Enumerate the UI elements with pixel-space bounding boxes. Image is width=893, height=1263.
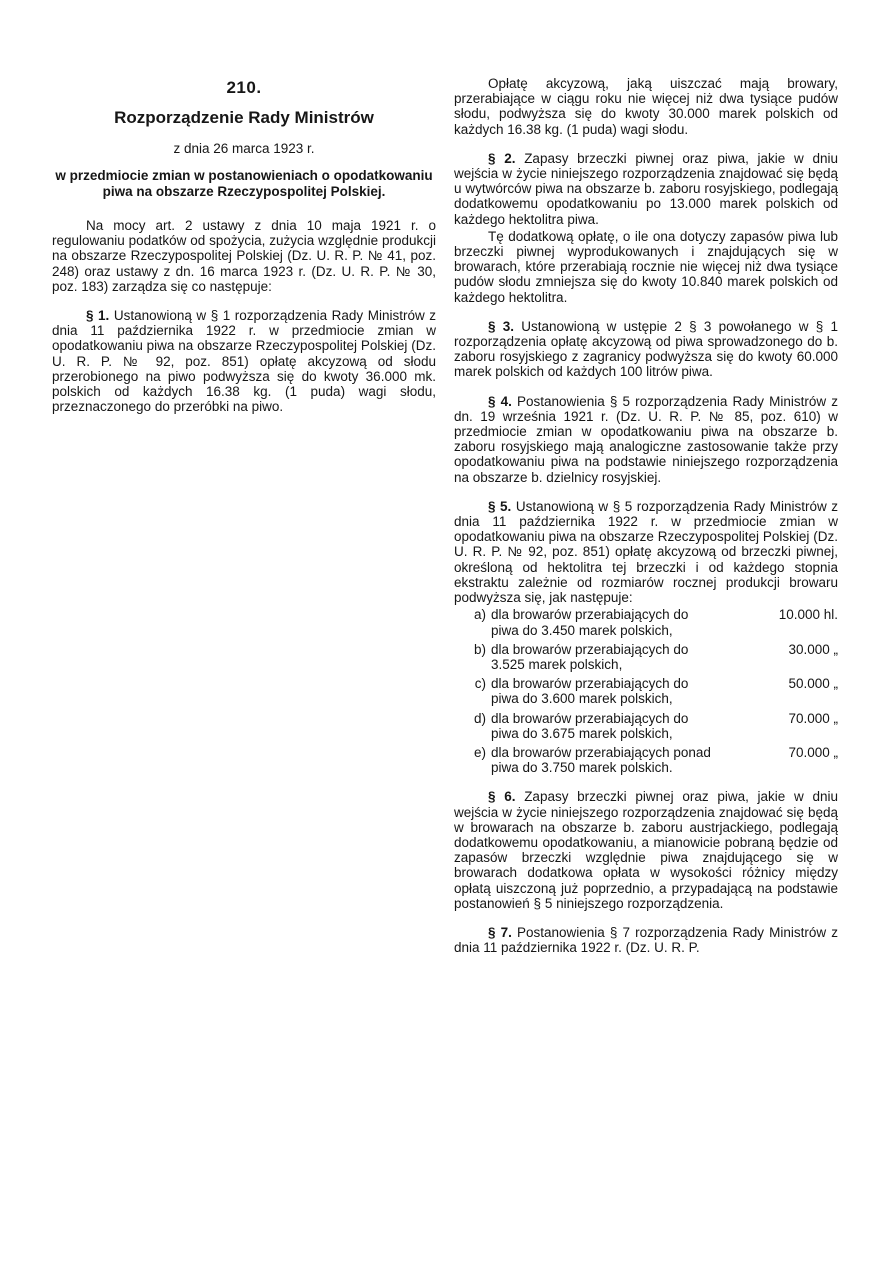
list-item-letter: c)	[474, 676, 486, 692]
list-item	[454, 676, 838, 706]
list-item-letter: b)	[473, 641, 486, 657]
list-item-quantity: 10.000 hl.	[778, 607, 838, 623]
section-4-text: Postanowienia § 5 rozporządzenia Rady Ministrów z dn. 19 września 1921 r. (Dz. U. R. P. № 85, poz. 610) w przedmiocie zmian w opodatkowaniu piwa na obszarze b. zaboru rosyjskiego mają analogiczne zastosowanie także przy opodatkowaniu piwa na podstawie niniejszego rozporządzenia na obszarze b. dzielnicy rosyjskiej.	[454, 393, 838, 485]
section-2	[454, 151, 838, 227]
intro-paragraph: Na mocy art. 2 ustawy z dnia 10 maja 1921 r. o regulowaniu podatków od spożycia, zużycia względnie produkcji na obszarze Rzeczypospolitej Polskiej (Dz. U. R. P. № 41, poz. 248) oraz ustawy z dn. 16 marca 1923 r. (Dz. U. R. P. № 30, poz. 183) zarządza się co następuje:	[52, 218, 436, 294]
section-1-continuation: Opłatę akcyzową, jaką uiszczać mają browary, przerabiające w ciągu roku nie więcej niż dwa tysiące pudów słodu, podwyższa się do kwoty 30.000 marek polskich od każdych 16.38 kg. (1 puda) wagi słodu.	[454, 76, 838, 137]
section-6-label: § 6.	[488, 789, 516, 805]
section-6	[454, 789, 838, 911]
list-item-quantity: 70.000 „	[788, 710, 838, 726]
list-item-letter: a)	[473, 607, 486, 623]
list-item-rate: piwa do 3.675 marek polskich,	[491, 725, 673, 741]
list-item-text: dla browarów przerabiających do	[491, 641, 689, 657]
list-item-letter: d)	[473, 710, 486, 726]
section-1-label: § 1.	[86, 308, 110, 324]
list-item	[454, 745, 838, 775]
list-item-rate: piwa do 3.750 marek polskich.	[491, 760, 673, 776]
section-3	[454, 319, 838, 380]
list-item-text: dla browarów przerabiających do	[491, 607, 689, 623]
list-item-rate: 3.525 marek polskich,	[491, 656, 623, 672]
list-item	[454, 642, 838, 672]
list-item-quantity: 30.000 „	[788, 641, 838, 657]
section-4-label: § 4.	[488, 393, 512, 409]
list-item-letter: e)	[473, 744, 486, 760]
list-item	[454, 711, 838, 741]
right-column	[454, 76, 838, 969]
section-5-text: Ustanowioną w § 5 rozporządzenia Rady Ministrów z dnia 11 października 1922 r. w przedmiocie zmian w opodatkowaniu piwa na obszarze Rzeczypospolitej Polskiej (Dz. U. R. P. № 92, poz. 851) opłatę akcyzową od brzeczki piwnej, określoną od hektolitra tej brzeczki i od każdego stopnia ekstraktu zależnie od rozmiarów rocznej produkcji browaru podwyższa się, jak następuje:	[454, 498, 838, 606]
section-2-label: § 2.	[488, 150, 516, 166]
section-1	[52, 308, 436, 414]
section-2-paragraph-2: Tę dodatkową opłatę, o ile ona dotyczy zapasów piwa lub brzeczki piwnej wyprodukowanych i znajdujących się w browarach, które przerabiają rocznie nie więcej niż dwa tysiące pudów słodu zmniejsza się do kwoty 10.840 marek polskich od każdego hektolitra.	[454, 228, 838, 305]
document-number: 210.	[226, 78, 262, 97]
list-item-rate: piwa do 3.600 marek polskich,	[491, 691, 673, 707]
list-item-text: dla browarów przerabiających ponad	[491, 744, 711, 760]
section-4	[454, 394, 838, 485]
list-item-text: dla browarów przerabiających do	[491, 710, 689, 726]
section-3-label: § 3.	[488, 318, 515, 334]
list-item-quantity: 70.000 „	[788, 744, 838, 760]
list-item-rate: piwa do 3.450 marek polskich,	[491, 622, 673, 638]
list-item-text: dla browarów przerabiających do	[491, 676, 689, 692]
rate-list	[454, 607, 838, 775]
section-7	[454, 925, 838, 955]
section-5-label: § 5.	[488, 498, 512, 514]
list-item-quantity: 50.000 „	[788, 676, 838, 692]
section-7-text: Postanowienia § 7 rozporządzenia Rady Ministrów z dnia 11 października 1922 r. (Dz. U. R. P.	[454, 924, 838, 956]
document-subject: w przedmiocie zmian w postanowieniach o opodatkowaniu piwa na obszarze Rzeczypospolitej Polskiej.	[55, 168, 433, 199]
section-3-text: Ustanowioną w ustępie 2 § 3 powołanego w § 1 rozporządzenia opłatę akcyzową od piwa sprowadzonego do b. zaboru rosyjskiego z zagranicy podwyższa się do kwoty 60.000 marek polskich od każdych 100 litrów piwa.	[454, 318, 838, 380]
section-7-label: § 7.	[488, 924, 512, 940]
document-date: z dnia 26 marca 1923 r.	[173, 141, 315, 156]
section-1-text: Ustanowioną w § 1 rozporządzenia Rady Ministrów z dnia 11 października 1922 r. w przedmiocie zmian w opodatkowaniu piwa na obszarze Rzeczypospolitej Polskiej (Dz. U. R. P. № 92, poz. 851) opłatę akcyzową od słodu przerobionego na piwo podwyższa się do kwoty 36.000 mk. polskich od każdych 16.38 kg. (1 puda) wagi słodu, przeznaczonego do przeróbki na piwo.	[52, 308, 436, 415]
section-2-text: Zapasy brzeczki piwnej oraz piwa, jakie w dniu wejścia w życie niniejszego rozporządzenia znajdować się będą u wytwórców piwa na obszarze b. zaboru rosyjskiego, podlegają dodatkowemu opodatkowaniu po 13.000 marek polskich od każdego hektolitra piwa.	[454, 150, 838, 227]
list-item	[454, 607, 838, 637]
section-5	[454, 499, 838, 605]
document-title: Rozporządzenie Rady Ministrów	[114, 108, 374, 127]
left-column	[52, 78, 436, 428]
section-6-text: Zapasy brzeczki piwnej oraz piwa, jakie w dniu wejścia w życie niniejszego rozporządzenia znajdować się będą w browarach na obszarze b. zaboru austrjackiego, podlegają dodatkowemu opodatkowaniu, a mianowicie pobraną będzie od zapasów brzeczki względnie piwa znajdującego się w browarach dodatkowa opłata w wysokości różnicy między opłatą uiszczoną już poprzednio, a przypadającą na podstawie postanowień § 5 niniejszego rozporządzenia.	[454, 789, 838, 911]
